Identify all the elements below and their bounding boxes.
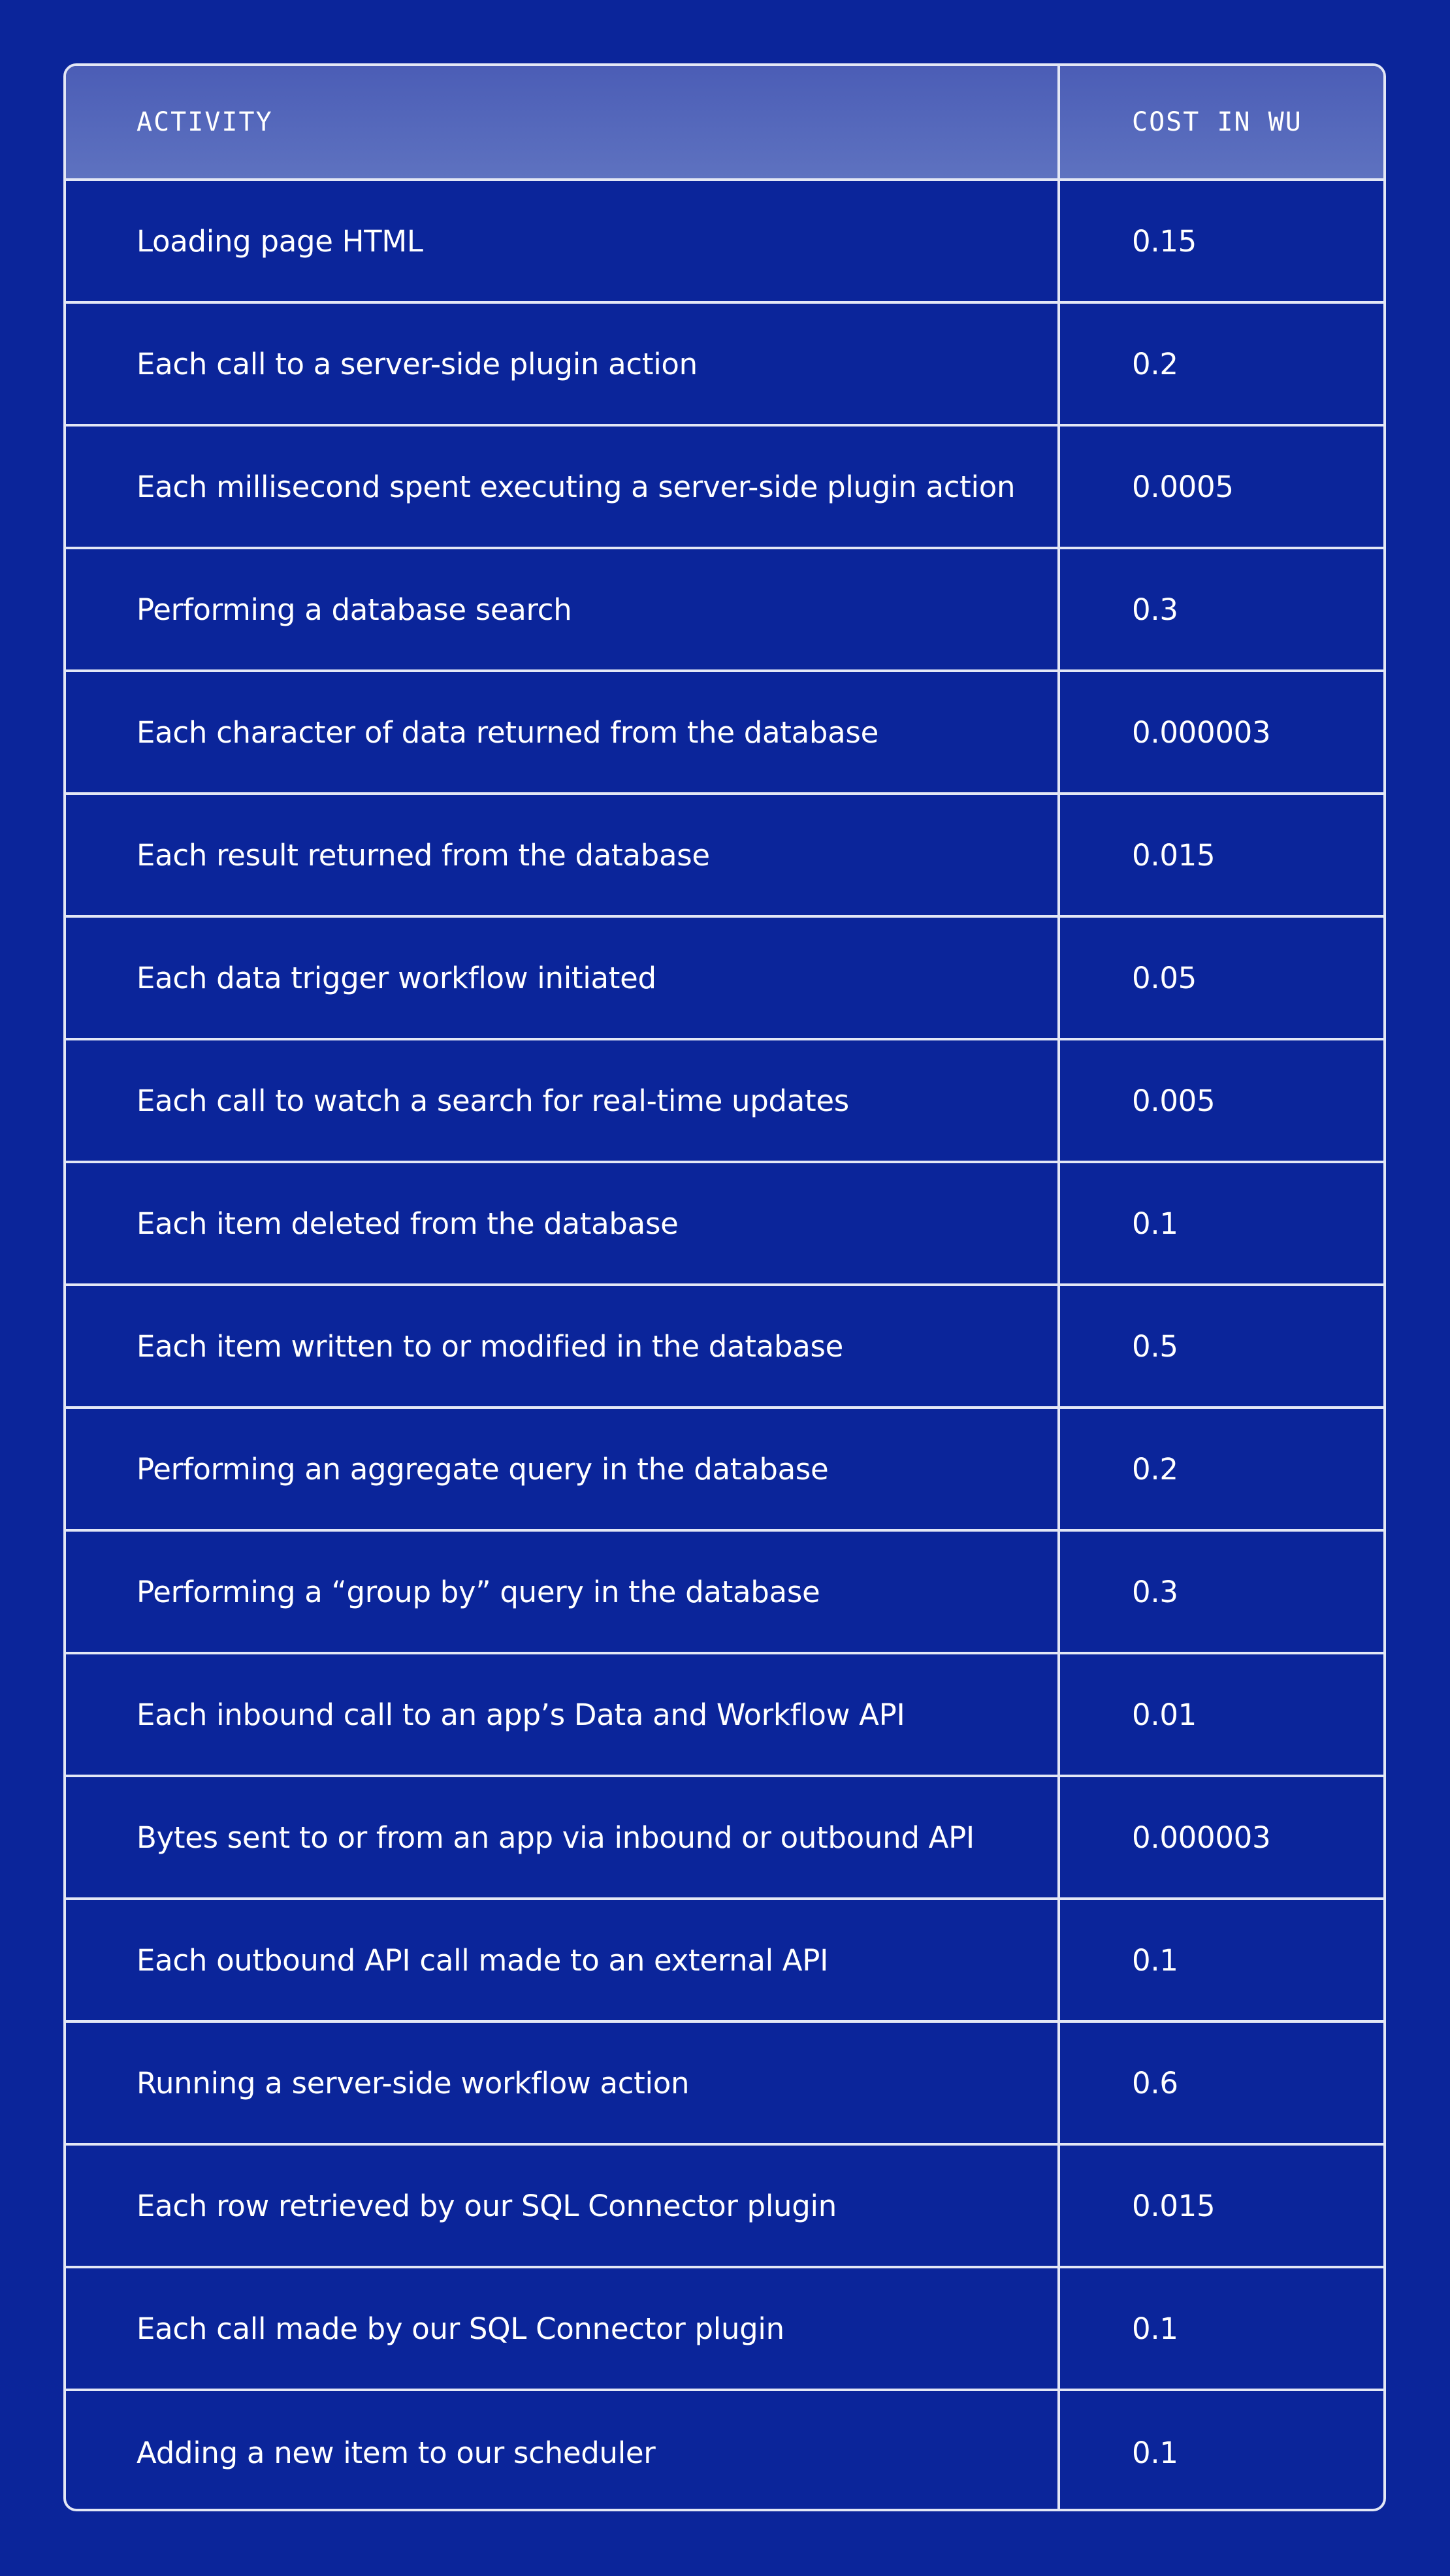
activity-cell: Performing a “group by” query in the database: [66, 1532, 1060, 1652]
activity-cell: Each call to a server-side plugin action: [66, 304, 1060, 424]
workload-cost-table: [63, 63, 1386, 2511]
cost-cell: 0.3: [1132, 592, 1178, 627]
cost-cell: 0.6: [1132, 2065, 1178, 2101]
table-row: [66, 1040, 1383, 1163]
activity-cell: Performing a database search: [66, 549, 1060, 669]
table-row: [66, 1777, 1383, 1900]
table-row: [66, 2391, 1383, 2511]
table-body: [66, 181, 1383, 2511]
table-row: [66, 1409, 1383, 1532]
cost-cell: 0.2: [1132, 346, 1178, 381]
activity-cell: Each call made by our SQL Connector plugin: [66, 2268, 1060, 2389]
table-row: [66, 2268, 1383, 2391]
cost-cell: 0.1: [1132, 2435, 1178, 2470]
cost-cell: 0.000003: [1132, 1820, 1271, 1855]
table-row: [66, 304, 1383, 427]
activity-cell: Bytes sent to or from an app via inbound or outbound API: [66, 1777, 1060, 1897]
activity-cell: Each item written to or modified in the database: [66, 1286, 1060, 1406]
cost-cell: 0.2: [1132, 1451, 1178, 1487]
activity-cell: Each row retrieved by our SQL Connector plugin: [66, 2146, 1060, 2266]
cost-cell: 0.1: [1132, 1206, 1178, 1241]
cost-cell: 0.0005: [1132, 469, 1234, 504]
activity-cell: Each millisecond spent executing a server-side plugin action: [66, 427, 1060, 547]
cost-cell: 0.1: [1132, 2311, 1178, 2346]
cost-cell: 0.01: [1132, 1697, 1197, 1732]
activity-cell: Each outbound API call made to an external API: [66, 1900, 1060, 2020]
table-row: [66, 918, 1383, 1040]
cost-cell: 0.000003: [1132, 715, 1271, 750]
activity-cell: Each inbound call to an app’s Data and Workflow API: [66, 1654, 1060, 1775]
table-row: [66, 2146, 1383, 2268]
cost-cell: 0.5: [1132, 1328, 1178, 1364]
cost-cell: 0.15: [1132, 223, 1197, 259]
table-row: [66, 549, 1383, 672]
activity-cell: Adding a new item to our scheduler: [66, 2391, 1060, 2511]
table-row: [66, 2023, 1383, 2146]
activity-cell: Running a server-side workflow action: [66, 2023, 1060, 2143]
activity-cell: Performing an aggregate query in the database: [66, 1409, 1060, 1529]
activity-cell: Each call to watch a search for real-time updates: [66, 1040, 1060, 1161]
activity-cell: Each result returned from the database: [66, 795, 1060, 915]
activity-cell: Each item deleted from the database: [66, 1163, 1060, 1283]
cost-cell: 0.005: [1132, 1083, 1216, 1118]
table-header-row: [66, 66, 1383, 181]
table-row: [66, 427, 1383, 549]
table-row: [66, 1163, 1383, 1286]
cost-cell: 0.1: [1132, 1942, 1178, 1978]
table-row: [66, 1532, 1383, 1654]
table-row: [66, 1900, 1383, 2023]
table-row: [66, 1654, 1383, 1777]
cost-cell: 0.05: [1132, 960, 1197, 995]
activity-cell: Loading page HTML: [66, 181, 1060, 301]
header-cost: COST IN WU: [1132, 107, 1302, 137]
cost-cell: 0.015: [1132, 837, 1216, 873]
cost-cell: 0.3: [1132, 1574, 1178, 1609]
table-row: [66, 181, 1383, 304]
cost-cell: 0.015: [1132, 2188, 1216, 2223]
activity-cell: Each character of data returned from the database: [66, 672, 1060, 792]
table-row: [66, 1286, 1383, 1409]
table-row: [66, 795, 1383, 918]
activity-cell: Each data trigger workflow initiated: [66, 918, 1060, 1038]
header-activity: ACTIVITY: [66, 66, 1060, 178]
table-row: [66, 672, 1383, 795]
